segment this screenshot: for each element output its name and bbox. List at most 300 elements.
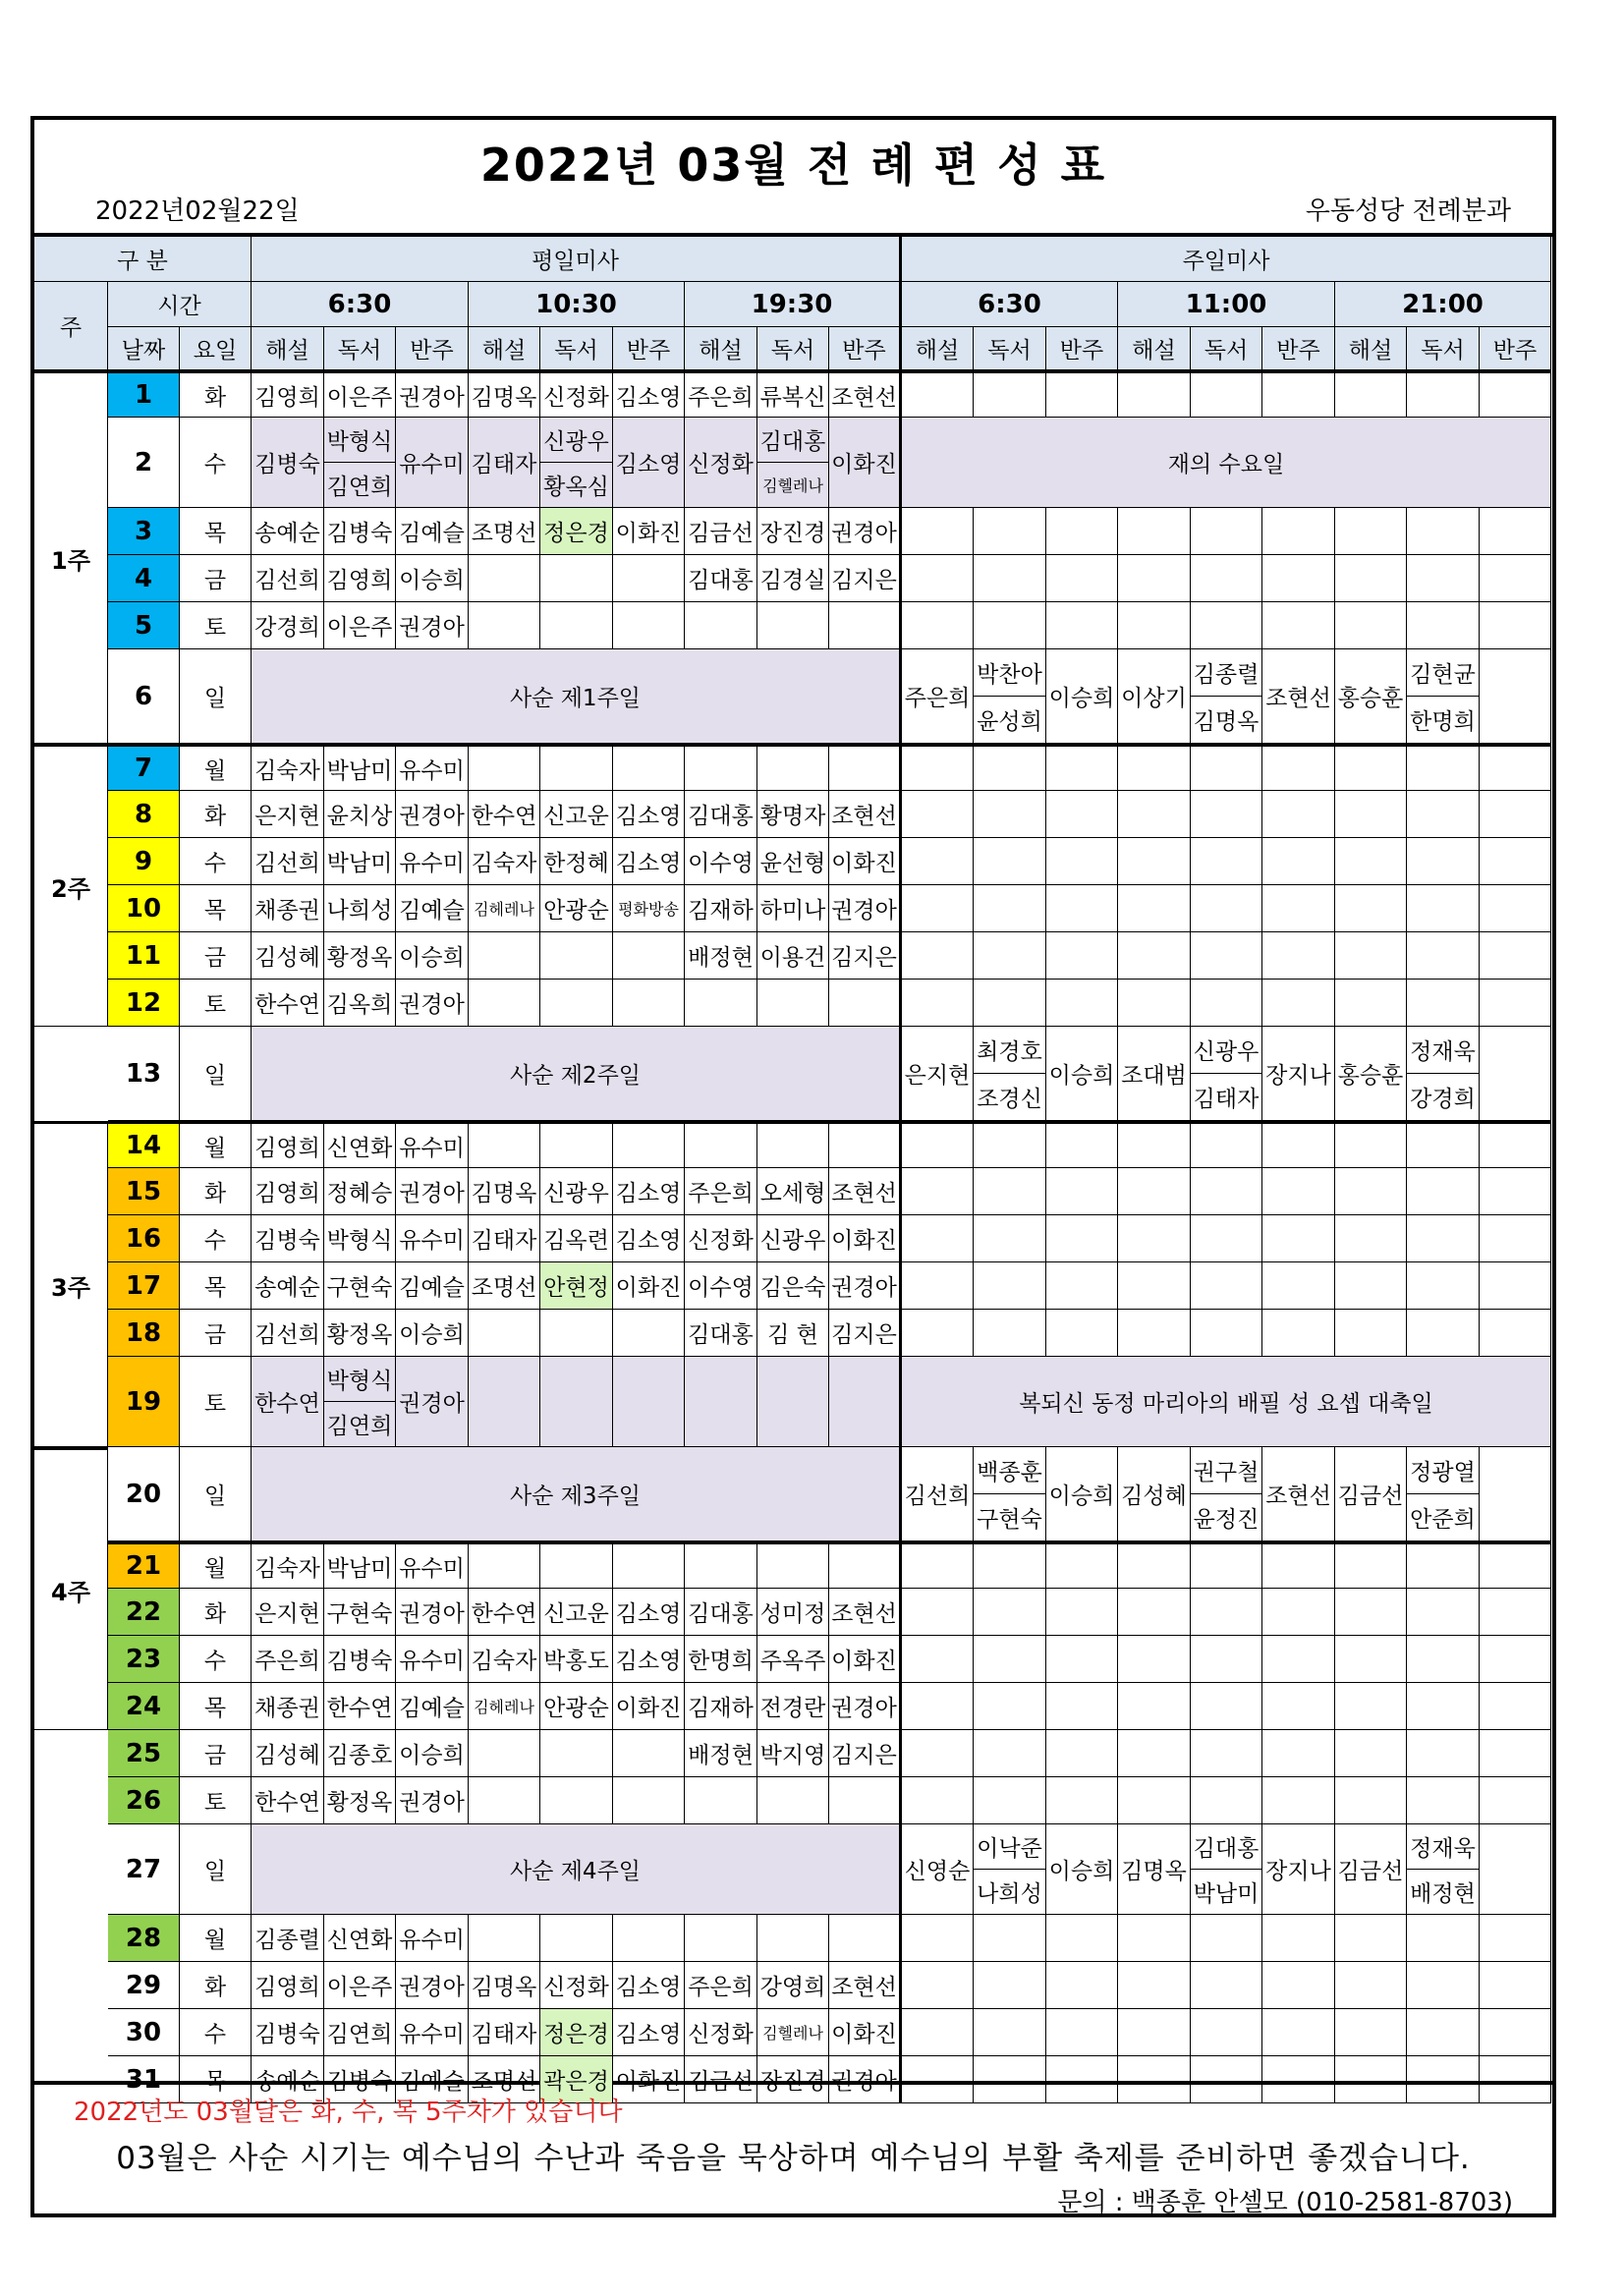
empty-cell [1262,1730,1335,1777]
day-cell: 목 [180,885,252,932]
lent-sunday-label: 사순 제1주일 [252,649,902,744]
empty-cell [1407,791,1480,838]
date-cell: 9 [108,838,180,885]
name-cell: 김영희 [252,1168,324,1215]
name-cell: 김영희 [252,1962,324,2009]
empty-cell [1046,885,1118,932]
name-cell: 김영희 [252,1121,324,1168]
name-cell: 김헤레나 [469,885,540,932]
sunday-mass-header: 주일미사 [902,237,1551,282]
empty-cell [974,1683,1046,1730]
name-cell: 김명옥 [469,370,540,418]
name-cell [1407,649,1480,744]
empty-cell [1046,1636,1118,1683]
name-cell: 김소영 [613,1589,685,1636]
name-cell: 신연화 [324,1915,396,1962]
name-cell: 황명자 [757,791,829,838]
name-cell: 유수미 [396,1541,469,1589]
name-cell: 류복신 [757,370,829,418]
name-cell: 조명선 [469,508,540,555]
name-cell: 한수연 [324,1683,396,1730]
empty-cell [1118,1262,1191,1310]
empty-cell [1046,602,1118,649]
lent-sunday-label: 사순 제3주일 [252,1447,902,1541]
name-cell: 평화방송 [613,885,685,932]
name-cell: 권경아 [829,1262,902,1310]
empty-cell [1191,1262,1262,1310]
empty-cell [974,1541,1046,1589]
empty-cell [469,1777,540,1824]
name-cell: 이화진 [829,1215,902,1262]
name-cell: 조대범 [1118,1027,1191,1121]
name-cell: 김숙자 [469,838,540,885]
name-cell: 신정화 [540,370,613,418]
empty-cell [1118,885,1191,932]
role-header: 독서 [1407,327,1480,370]
empty-cell [1191,1730,1262,1777]
empty-cell [1118,1168,1191,1215]
parish-name: 우동성당 전례분과 [1305,196,1511,226]
empty-cell [469,1541,540,1589]
empty-cell [1191,1683,1262,1730]
empty-cell [469,744,540,791]
name-cell: 신정화 [685,1215,757,1262]
day-cell: 목 [180,1683,252,1730]
empty-cell [902,508,974,555]
date-cell: 22 [108,1589,180,1636]
empty-cell [1046,1121,1118,1168]
name-cell: 한수연 [469,791,540,838]
issue-date: 2022년02월22일 [95,196,300,226]
time-slot-header: 19:30 [685,282,902,327]
empty-cell [1191,1168,1262,1215]
date-cell: 10 [108,885,180,932]
empty-cell [613,1777,685,1824]
stacked-name: 구현숙 [974,1493,1045,1540]
name-cell: 하미나 [757,885,829,932]
empty-cell [902,1589,974,1636]
date-cell: 31 [108,2056,180,2103]
empty-cell [1118,932,1191,980]
day-cell: 월 [180,744,252,791]
stacked-name: 윤성희 [974,696,1045,743]
name-cell: 황정옥 [324,1777,396,1824]
empty-cell [902,1121,974,1168]
empty-cell [1407,1121,1480,1168]
stacked-name: 배정현 [1407,1869,1479,1914]
empty-cell [1046,1262,1118,1310]
name-cell: 김금선 [685,2056,757,2103]
empty-cell [685,1777,757,1824]
empty-cell [1191,2056,1262,2103]
name-cell: 김병숙 [324,2056,396,2103]
name-cell [469,555,540,602]
name-cell: 송예순 [252,1262,324,1310]
empty-cell [902,1962,974,2009]
empty-cell [1407,1962,1480,2009]
name-cell [324,418,396,508]
name-cell: 조명선 [469,2056,540,2103]
empty-cell [1118,791,1191,838]
name-cell: 김소영 [613,1962,685,2009]
empty-cell [1262,932,1335,980]
name-cell: 김헤레나 [469,1683,540,1730]
special-day-label: 복되신 동정 마리아의 배필 성 요셉 대축일 [902,1357,1551,1447]
empty-cell [902,885,974,932]
name-cell: 박지영 [757,1730,829,1777]
name-cell: 이화진 [829,1636,902,1683]
empty-cell [1262,744,1335,791]
name-cell: 김명옥 [1118,1824,1191,1915]
name-cell: 김소영 [613,418,685,508]
name-cell: 윤치상 [324,791,396,838]
name-cell: 나희성 [324,885,396,932]
name-cell: 권경아 [829,2056,902,2103]
name-cell: 권경아 [829,885,902,932]
name-cell: 김종렬 [252,1915,324,1962]
name-cell: 배정현 [685,1730,757,1777]
time-slot-header: 6:30 [902,282,1118,327]
name-cell [974,1824,1046,1915]
empty-cell [685,602,757,649]
day-cell: 일 [180,1824,252,1915]
empty-cell [829,1915,902,1962]
empty-cell [1191,555,1262,602]
role-header: 반주 [1480,327,1551,370]
empty-cell [902,370,974,418]
stacked-name: 신광우 [543,429,609,455]
date-cell: 7 [108,744,180,791]
name-cell: 유수미 [396,1636,469,1683]
name-cell: 김소영 [613,1168,685,1215]
empty-cell [1480,932,1551,980]
empty-cell [1118,1215,1191,1262]
name-cell [540,418,613,508]
time-slot-header: 21:00 [1335,282,1551,327]
empty-cell [1335,1168,1407,1215]
empty-cell [974,1777,1046,1824]
name-cell: 김대홍 [685,1310,757,1357]
name-cell: 안현정 [540,1262,613,1310]
name-cell: 은지현 [252,1589,324,1636]
stacked-name: 김현균 [1410,662,1476,688]
role-header: 해설 [469,327,540,370]
name-cell: 권경아 [396,1168,469,1215]
empty-cell [1335,838,1407,885]
empty-cell [1262,555,1335,602]
name-cell: 이화진 [613,508,685,555]
name-cell: 김숙자 [252,1541,324,1589]
empty-cell [1480,1730,1551,1777]
empty-cell [1191,508,1262,555]
name-cell: 김 현 [757,1310,829,1357]
name-cell: 이용건 [757,932,829,980]
empty-cell [1480,744,1551,791]
empty-cell [540,1121,613,1168]
role-header: 독서 [1191,327,1262,370]
empty-cell [902,1730,974,1777]
empty-cell [685,1357,757,1447]
empty-cell [974,1636,1046,1683]
empty-cell [613,1357,685,1447]
empty-cell [1118,744,1191,791]
name-cell: 은지현 [902,1027,974,1121]
empty-cell [1407,602,1480,649]
empty-cell [1335,1636,1407,1683]
name-cell: 권경아 [829,508,902,555]
empty-cell [757,602,829,649]
empty-cell [974,1589,1046,1636]
name-cell: 김소영 [613,791,685,838]
name-cell: 김대홍 [685,555,757,602]
stacked-name: 백종훈 [977,1460,1042,1485]
name-cell: 김지은 [829,1310,902,1357]
empty-cell [1407,1777,1480,1824]
empty-cell [1046,932,1118,980]
empty-cell [902,1541,974,1589]
day-cell: 토 [180,602,252,649]
name-cell: 송예순 [252,2056,324,2103]
name-cell [974,1027,1046,1121]
name-cell: 김옥련 [540,1215,613,1262]
name-cell: 신고운 [540,1589,613,1636]
stacked-name: 김대홍 [759,429,826,455]
name-cell: 김선희 [902,1447,974,1541]
empty-cell [613,1541,685,1589]
stacked-name: 황옥심 [540,462,612,507]
empty-cell [974,1962,1046,2009]
name-cell: 한정혜 [540,838,613,885]
name-cell: 주은희 [252,1636,324,1683]
empty-cell [1191,2009,1262,2056]
empty-cell [902,980,974,1027]
week-label: 2주 [34,744,108,1027]
empty-cell [1407,980,1480,1027]
empty-cell [974,744,1046,791]
empty-cell [1262,1215,1335,1262]
empty-cell [1407,2009,1480,2056]
date-cell: 27 [108,1824,180,1915]
time-slot-header: 10:30 [469,282,685,327]
empty-cell [1480,1589,1551,1636]
name-cell: 안광순 [540,1683,613,1730]
empty-cell [974,838,1046,885]
name-cell: 김명옥 [469,1168,540,1215]
empty-cell [1118,508,1191,555]
stacked-name: 권구철 [1193,1460,1260,1485]
stacked-name: 김대홍 [1193,1836,1260,1862]
empty-cell [902,1215,974,1262]
name-cell [613,555,685,602]
role-header: 해설 [1335,327,1407,370]
role-header: 반주 [1262,327,1335,370]
empty-cell [974,2056,1046,2103]
empty-cell [1335,744,1407,791]
name-cell [540,932,613,980]
empty-cell [902,602,974,649]
date-cell: 24 [108,1683,180,1730]
stacked-name: 김헬레나 [757,462,828,507]
name-cell: 김병숙 [252,418,324,508]
empty-cell [1118,1777,1191,1824]
day-header: 요일 [180,327,252,370]
name-cell: 김영희 [252,370,324,418]
empty-cell [1046,1777,1118,1824]
empty-cell [1191,1777,1262,1824]
role-header: 해설 [252,327,324,370]
name-cell [1191,649,1262,744]
stacked-name: 김연희 [324,1401,395,1446]
stacked-name: 정재욱 [1410,1836,1476,1862]
empty-cell [1262,1168,1335,1215]
empty-cell [1480,1262,1551,1310]
name-cell [1191,1027,1262,1121]
empty-cell [974,602,1046,649]
empty-cell [1407,1168,1480,1215]
day-cell: 수 [180,1215,252,1262]
name-cell: 조현선 [1262,649,1335,744]
empty-cell [1335,2056,1407,2103]
name-cell: 강영희 [757,1962,829,2009]
week-label: 4주 [34,1447,108,1730]
empty-cell [1046,1310,1118,1357]
empty-cell [757,1357,829,1447]
stacked-name: 박형식 [326,1369,393,1394]
empty-cell [1262,1915,1335,1962]
name-cell: 권경아 [396,791,469,838]
name-cell: 정혜승 [324,1168,396,1215]
empty-cell [1262,885,1335,932]
empty-cell [974,555,1046,602]
name-cell [1480,1824,1551,1915]
role-header: 반주 [396,327,469,370]
date-header: 날짜 [108,327,180,370]
empty-cell [974,1730,1046,1777]
name-cell: 이수영 [685,1262,757,1310]
name-cell [1407,1027,1480,1121]
empty-cell [1407,2056,1480,2103]
day-cell: 화 [180,370,252,418]
date-cell: 16 [108,1215,180,1262]
name-cell [1480,1027,1551,1121]
date-cell: 26 [108,1777,180,1824]
name-cell [1191,1447,1262,1541]
empty-cell [1046,1589,1118,1636]
name-cell: 김대홍 [685,791,757,838]
empty-cell [1191,744,1262,791]
empty-cell [974,370,1046,418]
empty-cell [1407,1915,1480,1962]
empty-cell [1335,932,1407,980]
empty-cell [1335,980,1407,1027]
empty-cell [1262,838,1335,885]
empty-cell [1046,791,1118,838]
empty-cell [685,980,757,1027]
empty-cell [1407,1215,1480,1262]
stacked-name: 강경희 [1407,1073,1479,1120]
name-cell [1480,649,1551,744]
empty-cell [1407,1636,1480,1683]
schedule-table [34,233,1552,2095]
date-cell: 13 [108,1027,180,1121]
stacked-name: 정재욱 [1410,1039,1476,1065]
empty-cell [1046,555,1118,602]
day-cell: 목 [180,1262,252,1310]
schedule-frame [30,116,1556,2217]
name-cell: 이은주 [324,602,396,649]
empty-cell [1046,1168,1118,1215]
name-cell: 이화진 [829,418,902,508]
empty-cell [829,980,902,1027]
day-cell: 수 [180,418,252,508]
empty-cell [902,1636,974,1683]
special-day-label: 재의 수요일 [902,418,1551,508]
day-cell: 금 [180,932,252,980]
name-cell: 박형식 [324,1215,396,1262]
empty-cell [1480,1636,1551,1683]
date-cell: 11 [108,932,180,980]
empty-cell [757,744,829,791]
empty-cell [1407,1683,1480,1730]
name-cell: 장진경 [757,2056,829,2103]
name-cell: 김지은 [829,932,902,980]
empty-cell [1262,1589,1335,1636]
empty-cell [613,744,685,791]
stacked-name: 김태자 [1191,1073,1261,1120]
name-cell: 유수미 [396,1121,469,1168]
name-cell: 조현선 [1262,1447,1335,1541]
empty-cell [1335,1730,1407,1777]
empty-cell [1407,932,1480,980]
name-cell [613,932,685,980]
empty-cell [902,1168,974,1215]
empty-cell [1046,1962,1118,2009]
empty-cell [1046,2056,1118,2103]
name-cell: 채종권 [252,1683,324,1730]
name-cell: 이승희 [1046,649,1118,744]
empty-cell [1480,791,1551,838]
name-cell: 김종호 [324,1730,396,1777]
gubun-header: 구 분 [34,237,252,282]
empty-cell [1407,370,1480,418]
empty-cell [1118,1541,1191,1589]
empty-cell [1046,2009,1118,2056]
date-cell: 25 [108,1730,180,1777]
empty-cell [1046,370,1118,418]
empty-cell [1335,791,1407,838]
empty-cell [1191,838,1262,885]
empty-cell [902,791,974,838]
empty-cell [1118,980,1191,1027]
empty-cell [1262,1962,1335,2009]
name-cell: 박남미 [324,838,396,885]
empty-cell [1046,1915,1118,1962]
name-cell [1191,1824,1262,1915]
empty-cell [1480,1121,1551,1168]
empty-cell [1118,1636,1191,1683]
empty-cell [1480,2009,1551,2056]
name-cell: 유수미 [396,2009,469,2056]
name-cell: 김성혜 [252,932,324,980]
name-cell: 김은숙 [757,1262,829,1310]
empty-cell [1262,1262,1335,1310]
name-cell: 이상기 [1118,649,1191,744]
date-cell: 23 [108,1636,180,1683]
empty-cell [1335,1262,1407,1310]
name-cell: 이화진 [613,1683,685,1730]
empty-cell [974,1262,1046,1310]
week-label: 3주 [34,1121,108,1447]
